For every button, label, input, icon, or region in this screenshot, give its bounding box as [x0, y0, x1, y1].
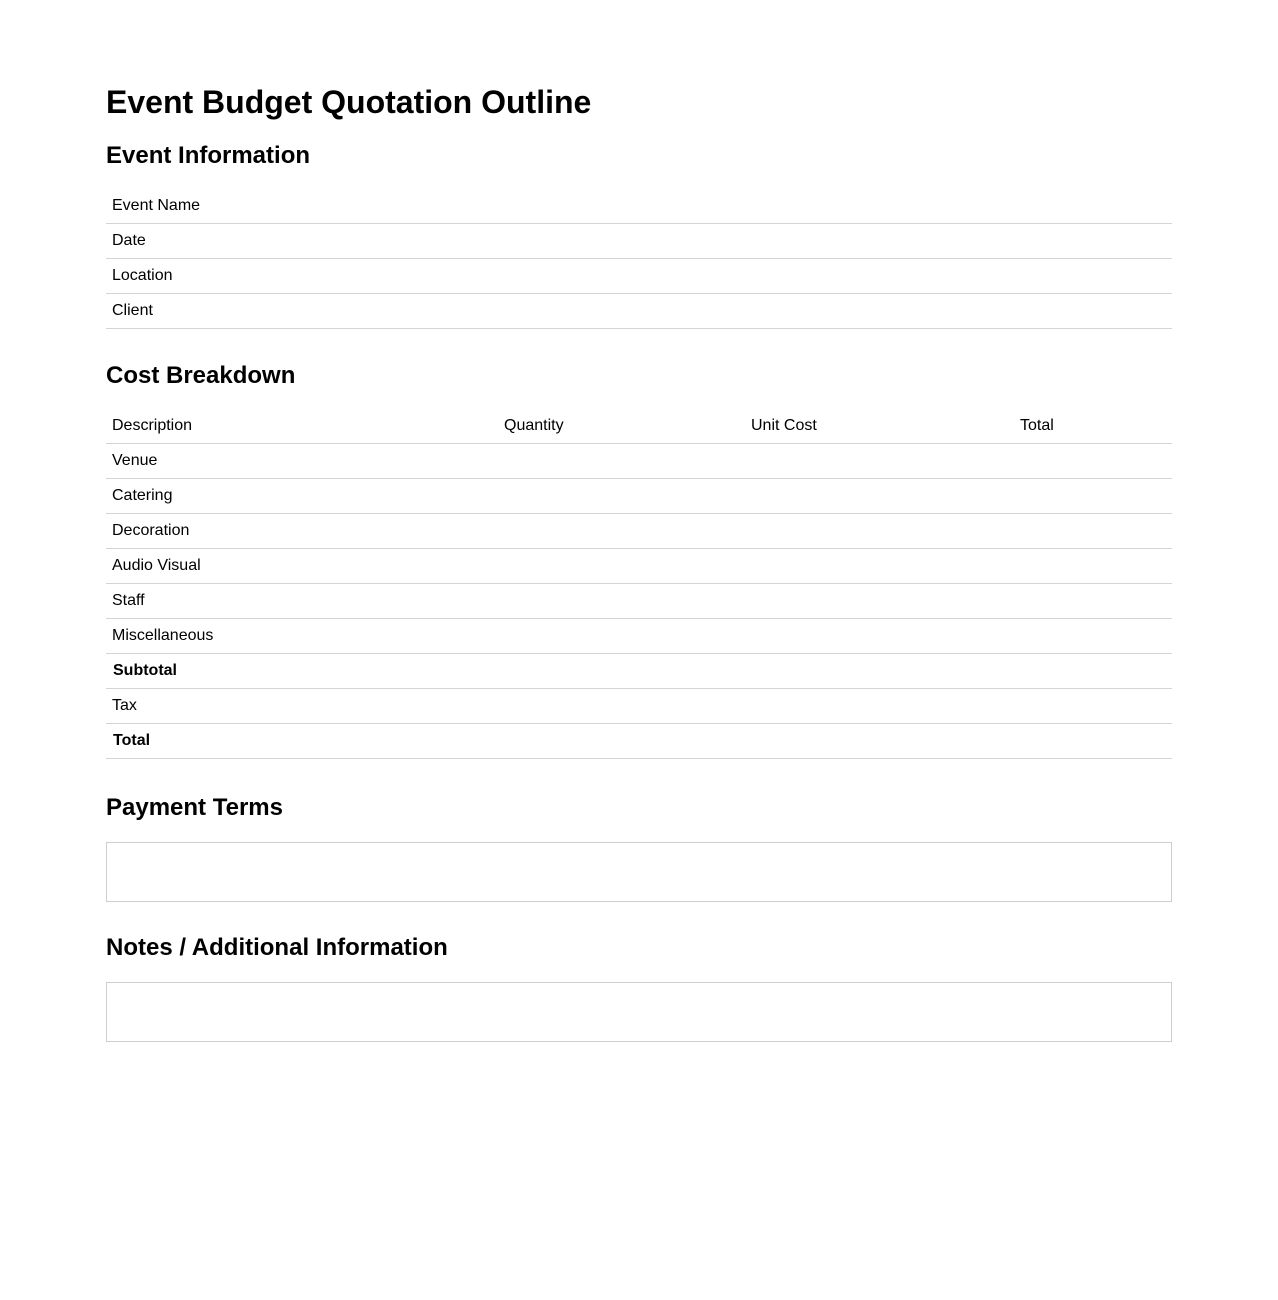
location-label: Location	[106, 259, 1172, 294]
client-label: Client	[106, 294, 1172, 329]
tax-row	[106, 689, 1172, 724]
item-unit-cost	[745, 514, 1014, 549]
tax-cell	[498, 689, 745, 724]
column-header-description: Description	[106, 409, 498, 444]
table-row	[106, 584, 1172, 619]
total-cell	[745, 724, 1014, 759]
item-total	[1014, 514, 1172, 549]
item-unit-cost	[745, 584, 1014, 619]
column-header-quantity: Quantity	[498, 409, 745, 444]
table-row	[106, 514, 1172, 549]
item-unit-cost	[745, 479, 1014, 514]
event-name-label: Event Name	[106, 189, 1172, 224]
table-row	[106, 294, 1172, 329]
cost-breakdown-heading: Cost Breakdown	[106, 362, 296, 389]
table-row	[106, 619, 1172, 654]
tax-cell	[745, 689, 1014, 724]
page-title: Event Budget Quotation Outline	[106, 84, 592, 120]
payment-terms-box[interactable]	[106, 842, 1172, 902]
table-row	[106, 549, 1172, 584]
item-unit-cost	[745, 619, 1014, 654]
item-quantity	[498, 514, 745, 549]
item-total	[1014, 444, 1172, 479]
table-row	[106, 259, 1172, 294]
subtotal-row	[106, 654, 1172, 689]
total-cell	[498, 724, 745, 759]
document-page	[0, 0, 1278, 122]
subtotal-label: Subtotal	[106, 654, 498, 689]
date-label: Date	[106, 224, 1172, 259]
item-description: Catering	[106, 479, 498, 514]
total-row	[106, 724, 1172, 759]
table-row	[106, 224, 1172, 259]
total-label: Total	[106, 724, 498, 759]
item-description: Audio Visual	[106, 549, 498, 584]
table-header-row	[106, 409, 1172, 444]
item-description: Decoration	[106, 514, 498, 549]
subtotal-cell	[745, 654, 1014, 689]
item-total	[1014, 549, 1172, 584]
table-row	[106, 479, 1172, 514]
table-row	[106, 189, 1172, 224]
item-total	[1014, 619, 1172, 654]
notes-heading: Notes / Additional Information	[106, 934, 448, 961]
item-quantity	[498, 549, 745, 584]
tax-label: Tax	[106, 689, 498, 724]
item-description: Venue	[106, 444, 498, 479]
table-row	[106, 444, 1172, 479]
cost-breakdown-table	[106, 409, 1172, 759]
subtotal-value	[1014, 654, 1172, 689]
event-information-table	[106, 189, 1172, 329]
column-header-total: Total	[1014, 409, 1172, 444]
payment-terms-heading: Payment Terms	[106, 794, 283, 821]
item-quantity	[498, 479, 745, 514]
tax-value	[1014, 689, 1172, 724]
column-header-unit-cost: Unit Cost	[745, 409, 1014, 444]
item-total	[1014, 479, 1172, 514]
total-value	[1014, 724, 1172, 759]
item-description: Staff	[106, 584, 498, 619]
item-unit-cost	[745, 549, 1014, 584]
item-quantity	[498, 584, 745, 619]
subtotal-cell	[498, 654, 745, 689]
item-description: Miscellaneous	[106, 619, 498, 654]
item-quantity	[498, 444, 745, 479]
item-unit-cost	[745, 444, 1014, 479]
item-quantity	[498, 619, 745, 654]
notes-box[interactable]	[106, 982, 1172, 1042]
event-information-heading: Event Information	[106, 142, 311, 169]
item-total	[1014, 584, 1172, 619]
